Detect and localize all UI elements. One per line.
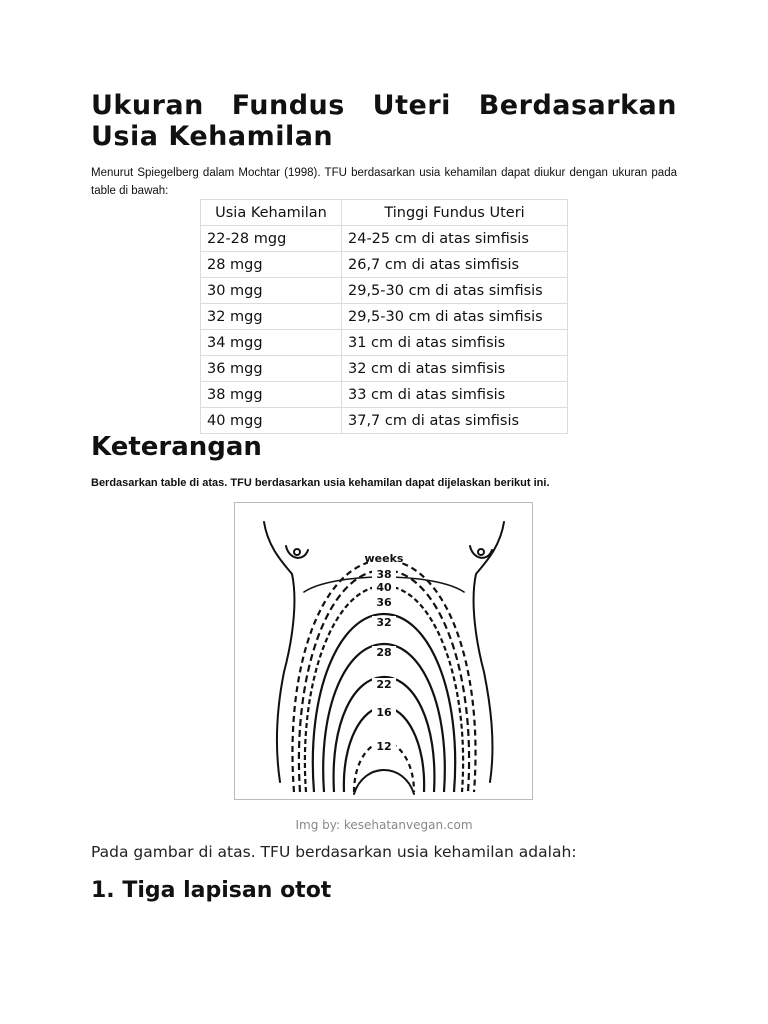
table-header-row xyxy=(201,200,568,226)
table-cell: 24-25 cm di atas simfisis xyxy=(342,226,568,252)
table-cell: 30 mgg xyxy=(201,278,342,304)
label-22: 22 xyxy=(376,678,392,691)
subheading: 1. Tiga lapisan otot xyxy=(91,878,332,903)
label-32: 32 xyxy=(376,616,392,629)
table-cell: 32 cm di atas simfisis xyxy=(342,356,568,382)
label-38: 38 xyxy=(376,568,392,581)
table-cell: 40 mgg xyxy=(201,408,342,434)
column-header: Tinggi Fundus Uteri xyxy=(342,200,568,226)
table-cell: 32 mgg xyxy=(201,304,342,330)
note-text: Berdasarkan table di atas. TFU berdasarkan usia kehamilan dapat dijelaskan berikut ini. xyxy=(91,477,550,489)
table-cell: 29,5-30 cm di atas simfisis xyxy=(342,304,568,330)
table-cell: 26,7 cm di atas simfisis xyxy=(342,252,568,278)
label-40: 40 xyxy=(376,581,392,594)
table-cell: 34 mgg xyxy=(201,330,342,356)
label-16: 16 xyxy=(376,706,392,719)
table-row xyxy=(201,408,568,434)
table-row xyxy=(201,252,568,278)
table-cell: 37,7 cm di atas simfisis xyxy=(342,408,568,434)
table-cell: 36 mgg xyxy=(201,356,342,382)
table-row xyxy=(201,304,568,330)
tfu-table xyxy=(200,199,568,434)
label-28: 28 xyxy=(376,646,392,659)
table-row xyxy=(201,330,568,356)
table-cell: 33 cm di atas simfisis xyxy=(342,382,568,408)
table-row xyxy=(201,356,568,382)
label-weeks: weeks xyxy=(364,552,404,565)
label-12: 12 xyxy=(376,740,392,753)
table-row xyxy=(201,278,568,304)
body-paragraph: Pada gambar di atas. TFU berdasarkan usia kehamilan adalah: xyxy=(91,843,577,861)
table-cell: 31 cm di atas simfisis xyxy=(342,330,568,356)
image-caption: Img by: kesehatanvegan.com xyxy=(295,818,473,832)
label-36: 36 xyxy=(376,596,392,609)
column-header: Usia Kehamilan xyxy=(201,200,342,226)
intro-paragraph: Menurut Spiegelberg dalam Mochtar (1998). TFU berdasarkan usia kehamilan dapat diukur dengan ukuran pada table di bawah: xyxy=(91,167,677,197)
table-cell: 29,5-30 cm di atas simfisis xyxy=(342,278,568,304)
section-heading: Keterangan xyxy=(91,432,262,462)
fundus-height-illustration xyxy=(234,502,534,800)
table-cell: 28 mgg xyxy=(201,252,342,278)
table-cell: 22-28 mgg xyxy=(201,226,342,252)
table-cell: 38 mgg xyxy=(201,382,342,408)
table-row xyxy=(201,226,568,252)
page-title: Ukuran Fundus Uteri Berdasarkan Usia Kehamilan xyxy=(91,90,677,152)
table-row xyxy=(201,382,568,408)
